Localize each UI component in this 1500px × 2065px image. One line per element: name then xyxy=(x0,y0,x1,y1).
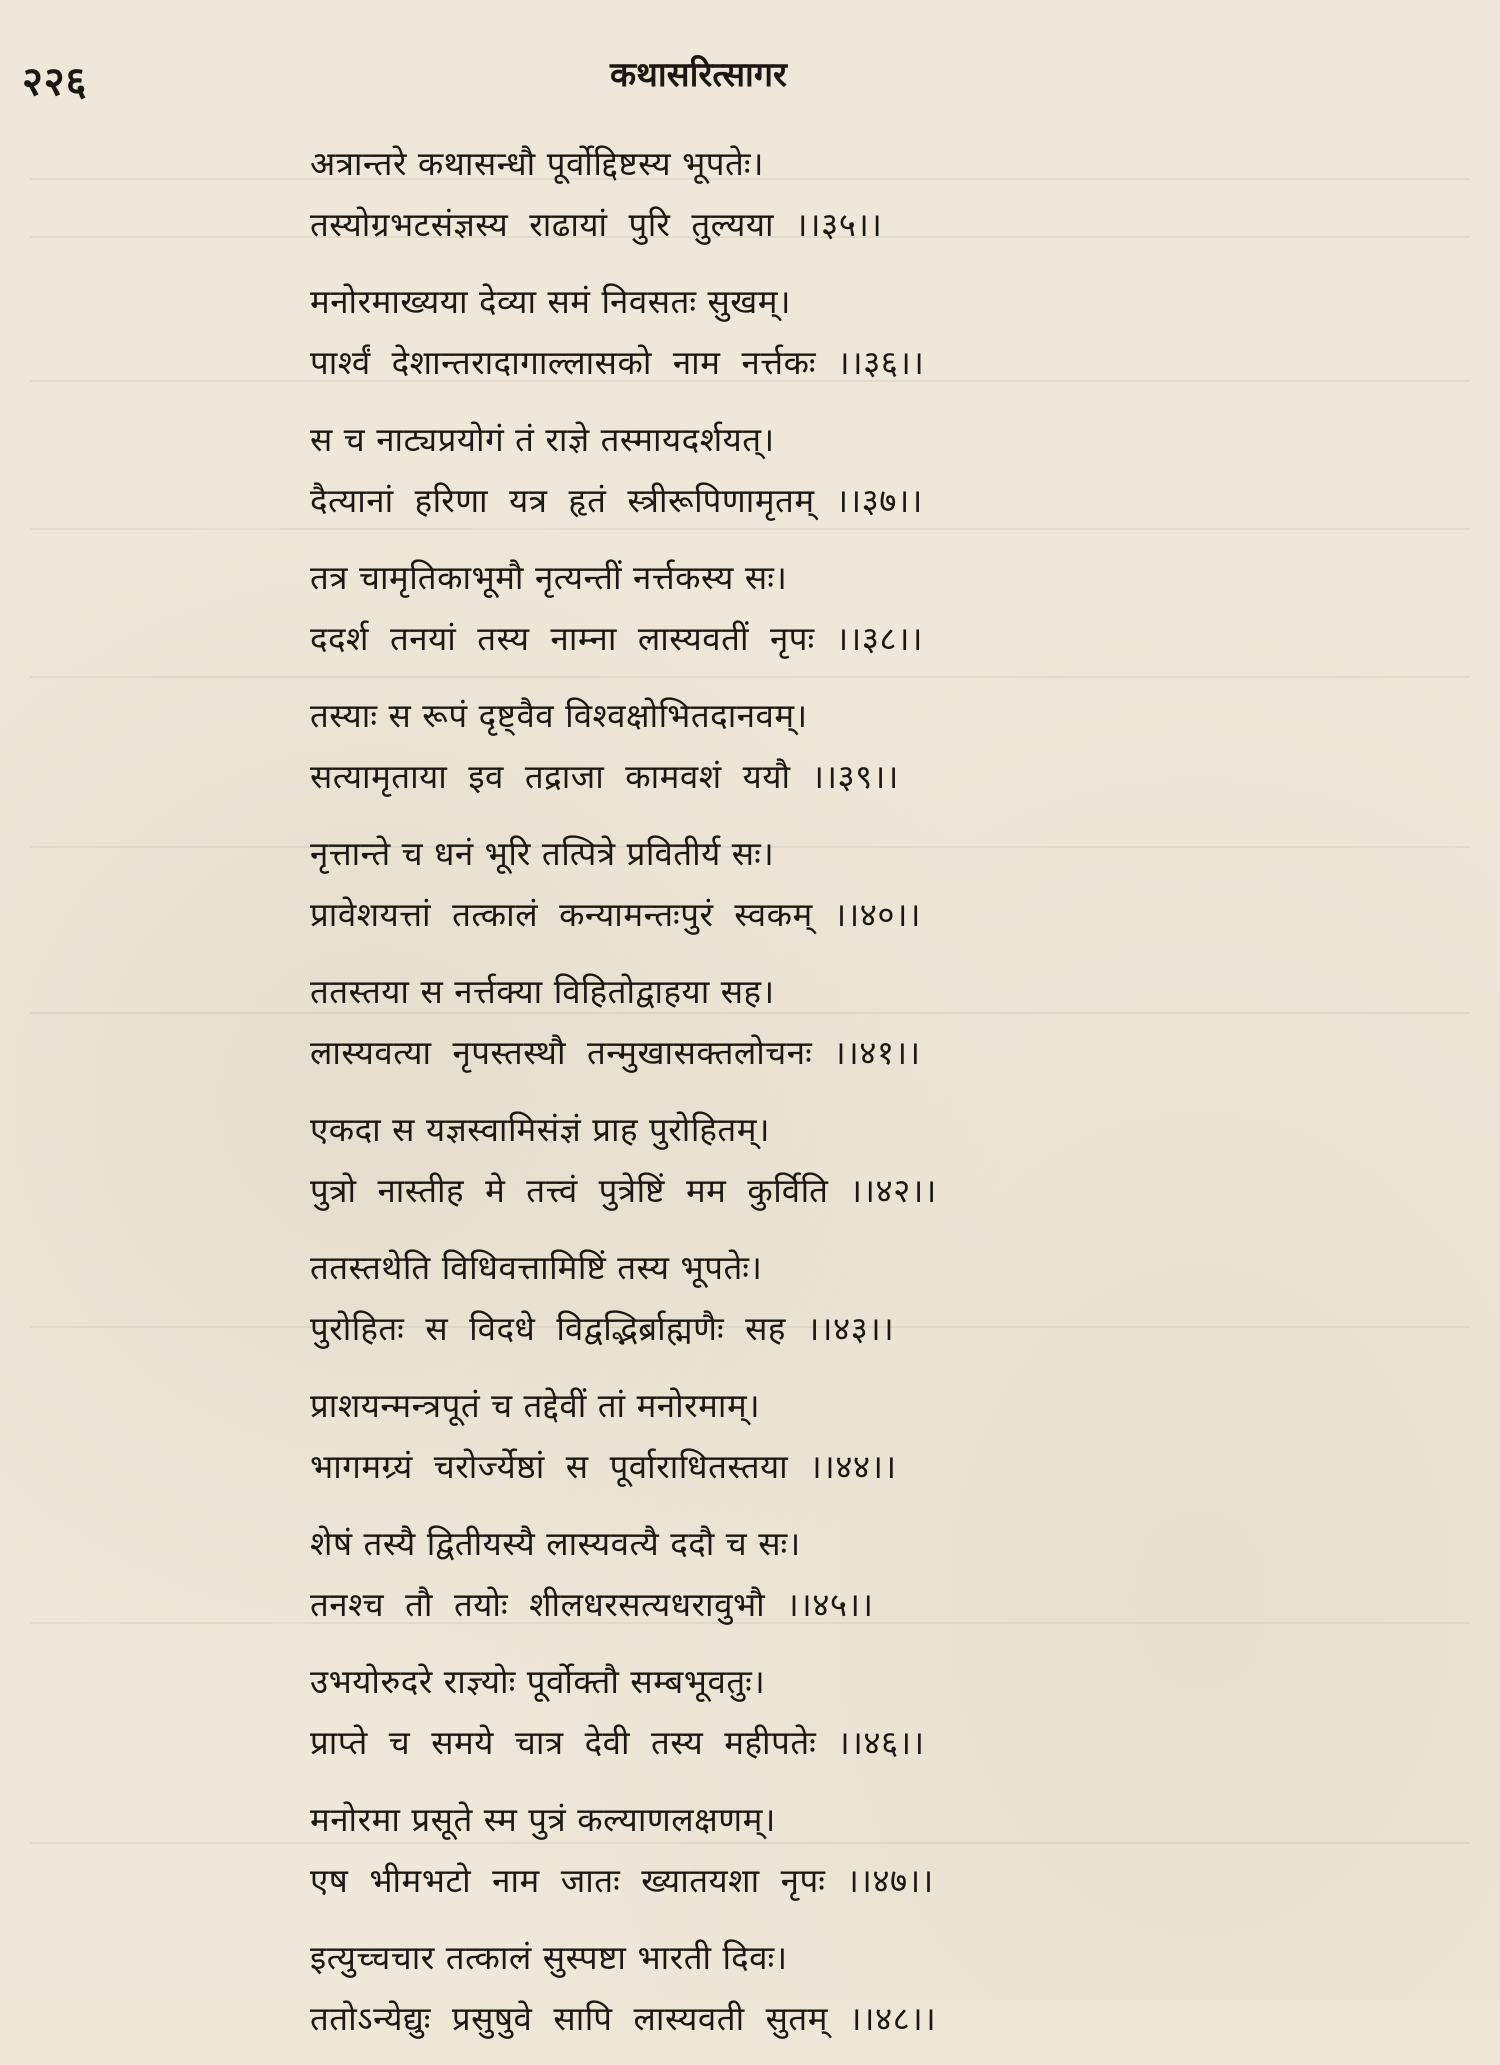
running-title: कथासरित्सागर xyxy=(610,55,787,95)
verse-line-second-half: तनश्च तौ तयोः शीलधरसत्यधरावुभौ ।।४५।। xyxy=(310,1585,874,1624)
verse-line-first-half: मनोरमा प्रसूते स्म पुत्रं कल्याणलक्षणम्। xyxy=(310,1800,776,1839)
verse-line-first-half: प्राशयन्मन्त्रपूतं च तद्देवीं तां मनोरमाम्। xyxy=(310,1386,761,1425)
verse-line-first-half: उभयोरुदरे राज्ञ्योः पूर्वोक्तौ सम्बभूवतुः। xyxy=(310,1662,766,1701)
verse-line-second-half: पुत्रो नास्तीह मे तत्त्वं पुत्रेष्टिं मम कुर्विति ।।४२।। xyxy=(310,1171,937,1210)
verse-line-first-half: मनोरमाख्यया देव्या समं निवसतः सुखम्। xyxy=(310,282,792,321)
verse-line-second-half: भागमग्र्यं चरोर्ज्येष्ठां स पूर्वाराधितस्तया ।।४४।। xyxy=(310,1447,897,1486)
verse-35 xyxy=(310,133,1310,255)
verse-line-first-half: अत्रान्तरे कथासन्धौ पूर्वोद्दिष्टस्य भूपतेः। xyxy=(310,144,765,183)
verse-46 xyxy=(310,1651,1310,1773)
verse-line-second-half: तस्योग्रभटसंज्ञस्य राढायां पुरि तुल्यया ।।३५।। xyxy=(310,205,883,244)
verse-45 xyxy=(310,1513,1310,1635)
verse-block xyxy=(310,133,1310,2065)
verse-40 xyxy=(310,823,1310,945)
verse-line-second-half: एष भीमभटो नाम जातः ख्यातयशा नृपः ।।४७।। xyxy=(310,1861,934,1900)
verse-line-first-half: ततस्तया स नर्त्तक्या विहितोद्वाहया सह। xyxy=(310,972,775,1011)
verse-line-first-half: एकदा स यज्ञस्वामिसंज्ञं प्राह पुरोहितम्। xyxy=(310,1110,770,1149)
page-number: २२६ xyxy=(22,59,88,105)
verse-39 xyxy=(310,685,1310,807)
verse-36 xyxy=(310,271,1310,393)
verse-line-first-half: तस्याः स रूपं दृष्ट्वैव विश्वक्षोभितदानवम्। xyxy=(310,696,808,735)
verse-47 xyxy=(310,1789,1310,1911)
verse-line-second-half: प्राप्ते च समये चात्र देवी तस्य महीपतेः ।।४६।। xyxy=(310,1723,925,1762)
verse-line-second-half: लास्यवत्या नृपस्तस्थौ तन्मुखासक्तलोचनः ।।४१।। xyxy=(310,1033,921,1072)
verse-line-first-half: शेषं तस्यै द्वितीयस्यै लास्यवत्यै ददौ च सः। xyxy=(310,1524,801,1563)
verse-41 xyxy=(310,961,1310,1083)
verse-line-second-half: ददर्श तनयां तस्य नाम्ना लास्यवतीं नृपः ।।३८।। xyxy=(310,619,924,658)
verse-line-first-half: ततस्तथेति विधिवत्तामिष्टिं तस्य भूपतेः। xyxy=(310,1248,763,1287)
verse-42 xyxy=(310,1099,1310,1221)
verse-37 xyxy=(310,409,1310,531)
verse-line-second-half: पुरोहितः स विदधे विद्वद्भिर्ब्राह्मणैः सह ।।४३।। xyxy=(310,1309,895,1348)
verse-line-second-half: दैत्यानां हरिणा यत्र हृतं स्त्रीरूपिणामृतम् ।।३७।। xyxy=(310,481,923,520)
verse-line-second-half: सत्यामृताया इव तद्राजा कामवशं ययौ ।।३९।। xyxy=(310,757,899,796)
verse-line-first-half: नृत्तान्ते च धनं भूरि तत्पित्रे प्रवितीर्य सः। xyxy=(310,834,775,873)
verse-line-second-half: ततोऽन्येद्युः प्रसुषुवे सापि लास्यवती सुतम् ।।४८।। xyxy=(310,1999,937,2038)
verse-43 xyxy=(310,1237,1310,1359)
verse-line-first-half: स च नाट्यप्रयोगं तं राज्ञे तस्मायदर्शयत्। xyxy=(310,420,775,459)
verse-line-second-half: प्रावेशयत्तां तत्कालं कन्यामन्तःपुरं स्वकम् ।।४०।। xyxy=(310,895,922,934)
verse-line-first-half: तत्र चामृतिकाभूमौ नृत्यन्तीं नर्त्तकस्य सः। xyxy=(310,558,788,597)
verse-48 xyxy=(310,1927,1310,2049)
verse-44 xyxy=(310,1375,1310,1497)
verse-line-second-half: पार्श्वं देशान्तरादागाल्लासको नाम नर्त्तकः ।।३६।। xyxy=(310,343,925,382)
verse-38 xyxy=(310,547,1310,669)
verse-line-first-half: इत्युच्चचार तत्कालं सुस्पष्टा भारती दिवः। xyxy=(310,1938,788,1977)
